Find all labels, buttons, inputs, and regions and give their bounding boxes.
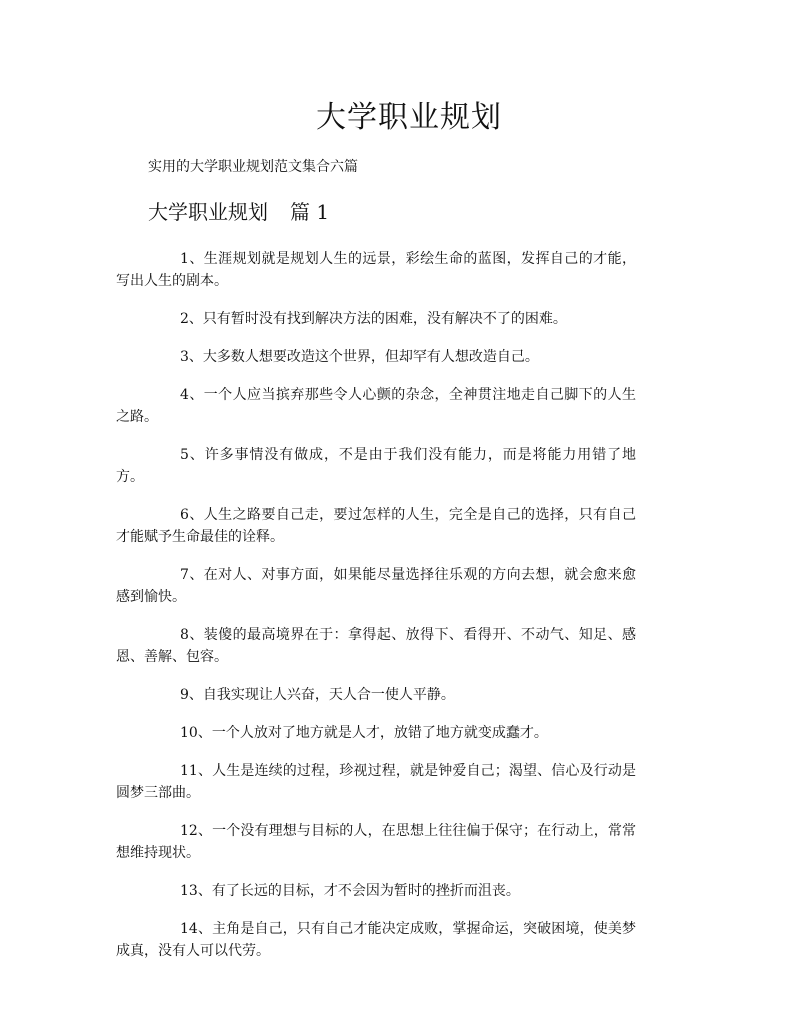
quote-item: 14、主角是自己，只有自己才能决定成败，掌握命运，突破困境，使美梦成真，没有人可以代劳。 <box>116 921 636 959</box>
quote-item: 3、大多数人想要改造这个世界，但却罕有人想改造自己。 <box>180 349 539 365</box>
page-title: 大学职业规划 <box>316 100 502 135</box>
section-heading <box>148 198 329 226</box>
quote-item: 13、有了长远的目标，才不会因为暂时的挫折而沮丧。 <box>180 883 520 899</box>
quote-item: 2、只有暂时没有找到解决方法的困难，没有解决不了的困难。 <box>180 311 567 327</box>
section-heading-name: 大学职业规划 <box>148 200 268 224</box>
quote-item: 10、一个人放对了地方就是人才，放错了地方就变成蠢才。 <box>180 725 548 741</box>
quote-item: 8、装傻的最高境界在于：拿得起、放得下、看得开、不动气、知足、感恩、善解、包容。 <box>116 627 636 665</box>
quote-item: 7、在对人、对事方面，如果能尽量选择往乐观的方向去想，就会愈来愈感到愉快。 <box>116 567 636 605</box>
quote-item: 5、许多事情没有做成，不是由于我们没有能力，而是将能力用错了地方。 <box>116 447 636 485</box>
quote-item: 4、一个人应当摈弃那些令人心颤的杂念，全神贯注地走自己脚下的人生之路。 <box>116 387 636 425</box>
quote-item: 1、生涯规划就是规划人生的远景，彩绘生命的蓝图，发挥自己的才能，写出人生的剧本。 <box>116 251 636 289</box>
quote-item: 11、人生是连续的过程，珍视过程，就是钟爱自己；渴望、信心及行动是圆梦三部曲。 <box>116 763 636 801</box>
section-heading-label: 篇 1 <box>290 200 330 224</box>
quote-item: 6、人生之路要自己走，要过怎样的人生，完全是自己的选择，只有自己才能赋予生命最佳的诠释。 <box>116 507 636 545</box>
page-subtitle: 实用的大学职业规划范文集合六篇 <box>148 159 358 175</box>
quote-item: 12、一个没有理想与目标的人，在思想上往往偏于保守；在行动上，常常想维持现状。 <box>116 823 636 861</box>
quote-item: 9、自我实现让人兴奋，天人合一使人平静。 <box>180 687 455 703</box>
quote-list <box>116 248 636 978</box>
